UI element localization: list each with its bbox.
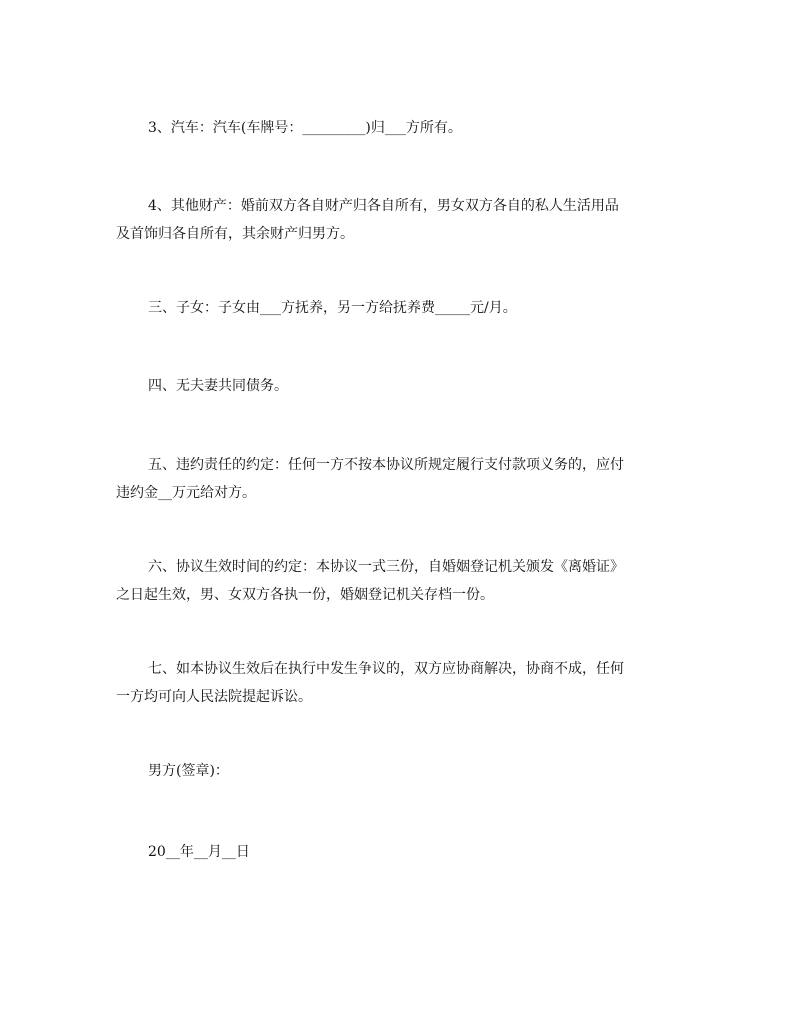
clause-disputes xyxy=(116,655,696,711)
clause-children-line-1: 三、子女：子女由___方抚养，另一方给抚养费_____元/月。 xyxy=(148,300,517,316)
clause-debts xyxy=(116,372,696,400)
clause-other-property xyxy=(116,192,696,248)
clause-breach xyxy=(116,451,696,507)
clause-other-property-line-2: 及首饰归各自所有，其余财产归男方。 xyxy=(116,226,354,242)
clause-breach-line-2: 违约金__万元给对方。 xyxy=(116,485,256,501)
date-text: 20__年__月__日 xyxy=(148,844,250,860)
clause-effective-time-line-1: 六、协议生效时间的约定：本协议一式三份，自婚姻登记机关颁发《离婚证》 xyxy=(148,559,624,575)
clause-debts-line-1: 四、无夫妻共同债务。 xyxy=(148,378,288,394)
clause-breach-line-1: 五、违约责任的约定：任何一方不按本协议所规定履行支付款项义务的，应付 xyxy=(148,457,624,473)
clause-children xyxy=(116,294,696,322)
signature-label: 男方(签章)： xyxy=(148,763,229,779)
clause-effective-time-line-2: 之日起生效，男、女双方各执一份，婚姻登记机关存档一份。 xyxy=(116,587,494,603)
date-line xyxy=(116,838,696,866)
clause-other-property-line-1: 4、其他财产：婚前双方各自财产归各自所有，男女双方各自的私人生活用品 xyxy=(148,198,619,214)
clause-car xyxy=(116,114,696,142)
clause-effective-time xyxy=(116,553,696,609)
clause-disputes-line-2: 一方均可向人民法院提起诉讼。 xyxy=(116,689,312,705)
clause-disputes-line-1: 七、如本协议生效后在执行中发生争议的，双方应协商解决，协商不成，任何 xyxy=(148,661,624,677)
clause-car-line-1: 3、汽车：汽车(车牌号：_________)归___方所有。 xyxy=(148,120,462,136)
signature-line xyxy=(116,757,696,785)
